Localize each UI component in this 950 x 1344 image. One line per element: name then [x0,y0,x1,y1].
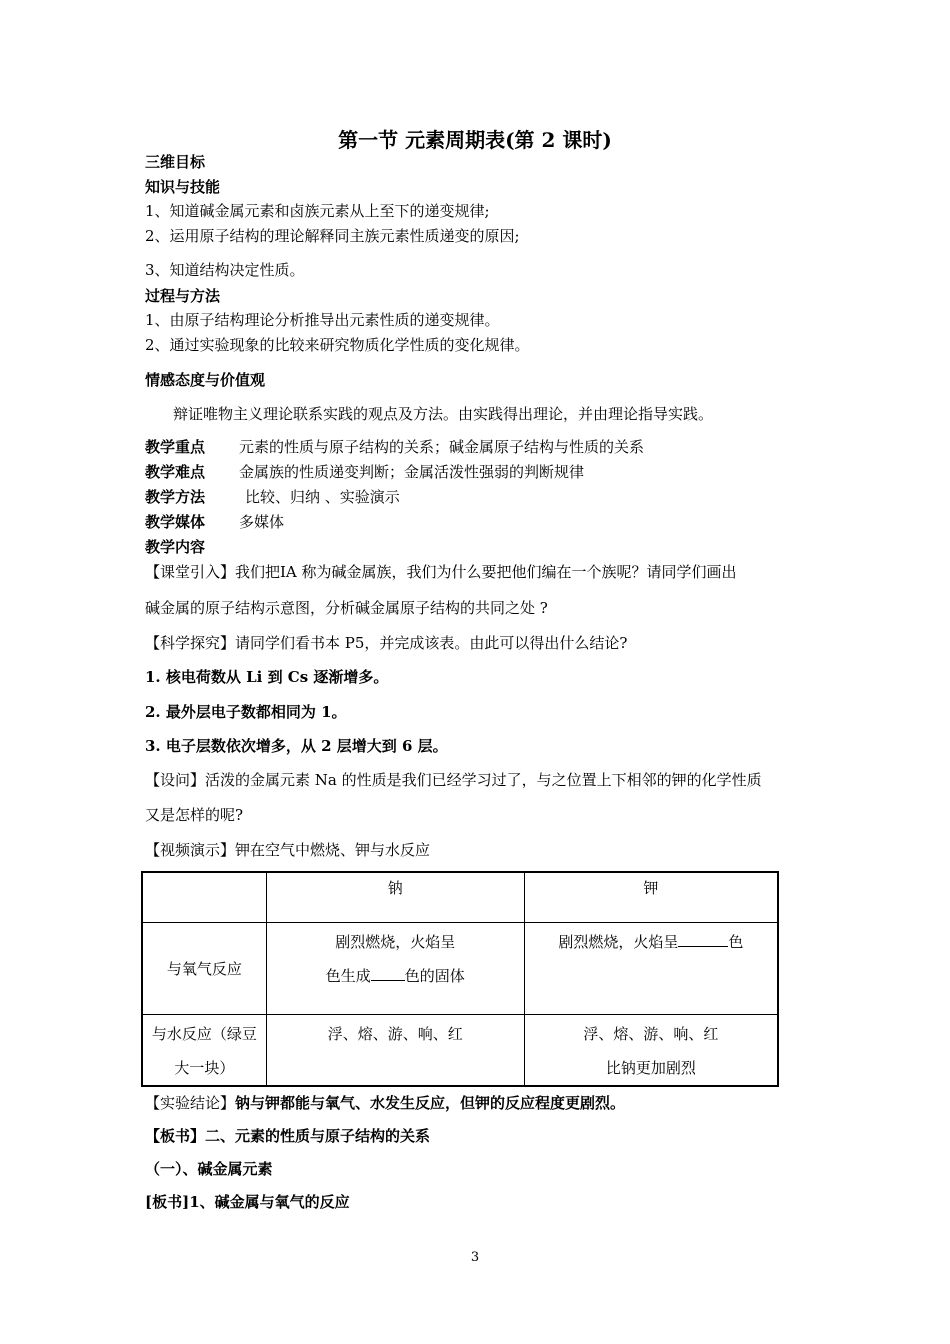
k-water-cell: 浮、熔、游、响、红 比钠更加剧烈 [524,1014,778,1086]
knowledge-heading: 知识与技能 [145,178,221,196]
table-row-label: 与水反应（绿豆 大一块） [142,1014,266,1086]
teaching-method [145,487,400,507]
table-header-row [142,872,778,922]
k-oxygen-line1: 剧烈燃烧，火焰呈 色 [558,932,744,951]
teaching-difficult [145,462,584,482]
k-oxygen-cell [524,922,778,1014]
attitude-text: 辩证唯物主义理论联系实践的观点及方法。由实践得出理论，并由理论指导实践。 [173,405,714,423]
teaching-method-label: 教学方法 [145,488,206,506]
question-line: 【设问】活泼的金属元素 Na 的性质是我们已经学习过了，与之位置上下相邻的钾的化学性质 [145,771,762,789]
explore-text: 【科学探究】请同学们看书本 P5，并完成该表。由此可以得出什么结论? [145,634,628,652]
teaching-key-label: 教学重点 [145,438,206,456]
table-header-cell: 钠 [266,872,524,922]
goals-heading: 三维目标 [145,153,206,171]
board-heading: 【板书】二、元素的性质与原子结构的关系 [145,1127,431,1145]
na-oxygen-line1: 剧烈燃烧，火焰呈 [335,932,456,951]
teaching-difficult-text: 金属族的性质递变判断；金属活泼性强弱的判断规律 [239,463,585,481]
intro-line: 【课堂引入】我们把ⅠA 称为碱金属族，我们为什么要把他们编在一个族呢？请同学们画出 [145,563,737,581]
table-row [142,1014,778,1086]
page-number: 3 [470,1250,480,1265]
process-heading: 过程与方法 [145,287,221,305]
board-heading: [板书]1、碱金属与氧气的反应 [145,1193,350,1211]
conclusion-item: 3. 电子层数依次增多，从 2 层增大到 6 层。 [145,737,448,755]
question-line: 又是怎样的呢? [145,806,244,824]
conclusion-item: 1. 核电荷数从 Li 到 Cs 逐渐增多。 [145,668,389,686]
knowledge-item: 1、知道碱金属元素和卤族元素从上至下的递变规律; [145,202,490,220]
knowledge-item: 3、知道结构决定性质。 [145,261,305,279]
experiment-conclusion-tag: 【实验结论】 [145,1094,236,1112]
teaching-media-label: 教学媒体 [145,513,206,531]
table-header-cell [142,872,266,922]
table-row [142,922,778,1014]
intro-line: 碱金属的原子结构示意图，分析碱金属原子结构的共同之处 ? [145,599,548,617]
table-header-cell: 钾 [524,872,778,922]
experiment-conclusion-text: 钠与钾都能与氧气、水发生反应，但钾的反应程度更剧烈。 [235,1094,626,1112]
comparison-table [141,871,779,1087]
video-text: 【视频演示】钾在空气中燃烧、钾与水反应 [145,841,431,859]
na-water-cell: 浮、熔、游、响、红 [266,1014,524,1086]
experiment-conclusion [145,1093,625,1113]
page-title: 第一节 元素周期表(第 2 课时) [338,128,612,152]
teaching-key [145,437,644,457]
table-row-label: 与氧气反应 [142,922,266,1014]
na-oxygen-line2: 色生成 色的固体 [325,966,465,985]
teaching-content-label: 教学内容 [145,538,206,556]
teaching-media-text: 多媒体 [239,513,285,531]
teaching-method-text: 比较、归纳 、实验演示 [245,488,400,506]
process-item: 2、通过实验现象的比较来研究物质化学性质的变化规律。 [145,336,530,354]
knowledge-item: 2、运用原子结构的理论解释同主族元素性质递变的原因; [145,227,520,245]
teaching-media [145,512,284,532]
teaching-difficult-label: 教学难点 [145,463,206,481]
fill-blank [371,966,405,981]
na-oxygen-cell [266,922,524,1014]
section-heading: （一）、碱金属元素 [145,1160,273,1178]
attitude-heading: 情感态度与价值观 [145,371,266,389]
fill-blank [678,932,728,947]
conclusion-item: 2. 最外层电子数都相同为 1。 [145,703,347,721]
teaching-key-text: 元素的性质与原子结构的关系；碱金属原子结构与性质的关系 [239,438,645,456]
process-item: 1、由原子结构理论分析推导出元素性质的递变规律。 [145,311,500,329]
